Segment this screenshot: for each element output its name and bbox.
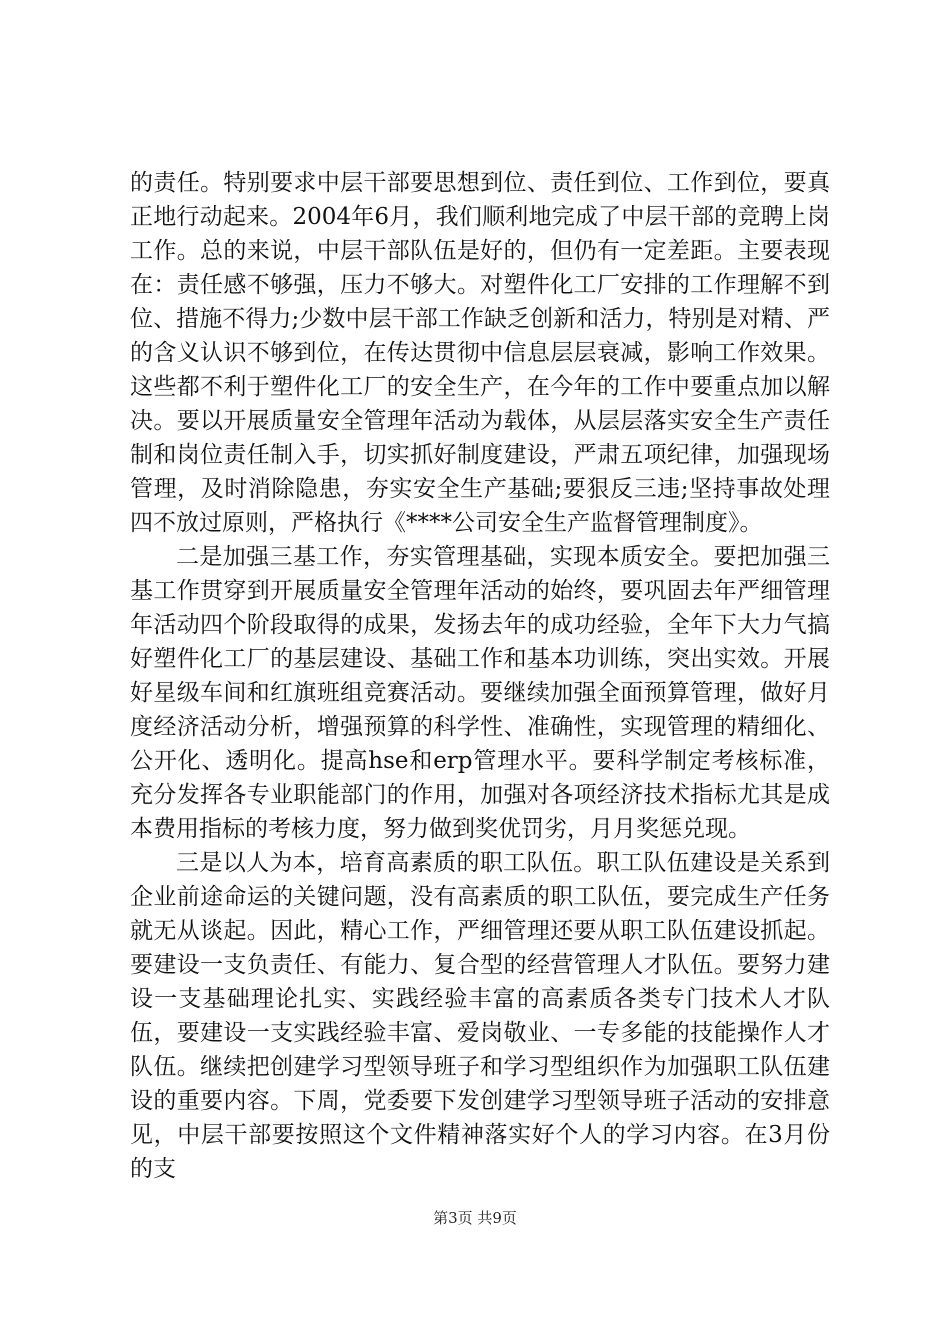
paragraph-2: 二是加强三基工作，夯实管理基础，实现本质安全。要把加强三基工作贯穿到开展质量安全管理年活动的始终，要巩固去年严细管理年活动四个阶段取得的成果，发扬去年的成功经验，全年下大力气搞好塑件化工厂的基层建设、基础工作和基本功训练，突出实效。开展好星级车间和红旗班组竞赛活动。要继续加强全面预算管理，做好月度经济活动分析，增强预算的科学性、准确性，实现管理的精细化、公开化、透明化。提高hse和erp管理水平。要科学制定考核标准，充分发挥各专业职能部门的作用，加强对各项经济技术指标尤其是成本费用指标的考核力度，努力做到奖优罚劣，月月奖惩兑现。 <box>130 544 830 842</box>
document-body <box>130 166 830 1186</box>
page-footer <box>0 1208 950 1228</box>
paragraph-3: 三是以人为本，培育高素质的职工队伍。职工队伍建设是关系到企业前途命运的关键问题，没有高素质的职工队伍，要完成生产任务就无从谈起。因此，精心工作，严细管理还要从职工队伍建设抓起。要建设一支负责任、有能力、复合型的经营管理人才队伍。要努力建设一支基础理论扎实、实践经验丰富的高素质各类专门技术人才队伍，要建设一支实践经验丰富、爱岗敬业、一专多能的技能操作人才队伍。继续把创建学习型领导班子和学习型组织作为加强职工队伍建设的重要内容。下周，党委要下发创建学习型领导班子活动的安排意见，中层干部要按照这个文件精神落实好个人的学习内容。在3月份的支 <box>130 850 830 1182</box>
paragraph-1: 的责任。特别要求中层干部要思想到位、责任到位、工作到位，要真正地行动起来。2004年6月，我们顺利地完成了中层干部的竞聘上岗工作。总的来说，中层干部队伍是好的，但仍有一定差距。主要表现在：责任感不够强，压力不够大。对塑件化工厂安排的工作理解不到位、措施不得力;少数中层干部工作缺乏创新和活力，特别是对精、严的含义认识不够到位，在传达贯彻中信息层层衰减，影响工作效果。这些都不利于塑件化工厂的安全生产，在今年的工作中要重点加以解决。要以开展质量安全管理年活动为载体，从层层落实安全生产责任制和岗位责任制入手，切实抓好制度建设，严肃五项纪律，加强现场管理，及时消除隐患，夯实安全生产基础;要狠反三违;坚持事故处理四不放过原则，严格执行《****公司安全生产监督管理制度》。 <box>130 170 830 536</box>
page-number: 第3页 共9页 <box>433 1209 517 1227</box>
